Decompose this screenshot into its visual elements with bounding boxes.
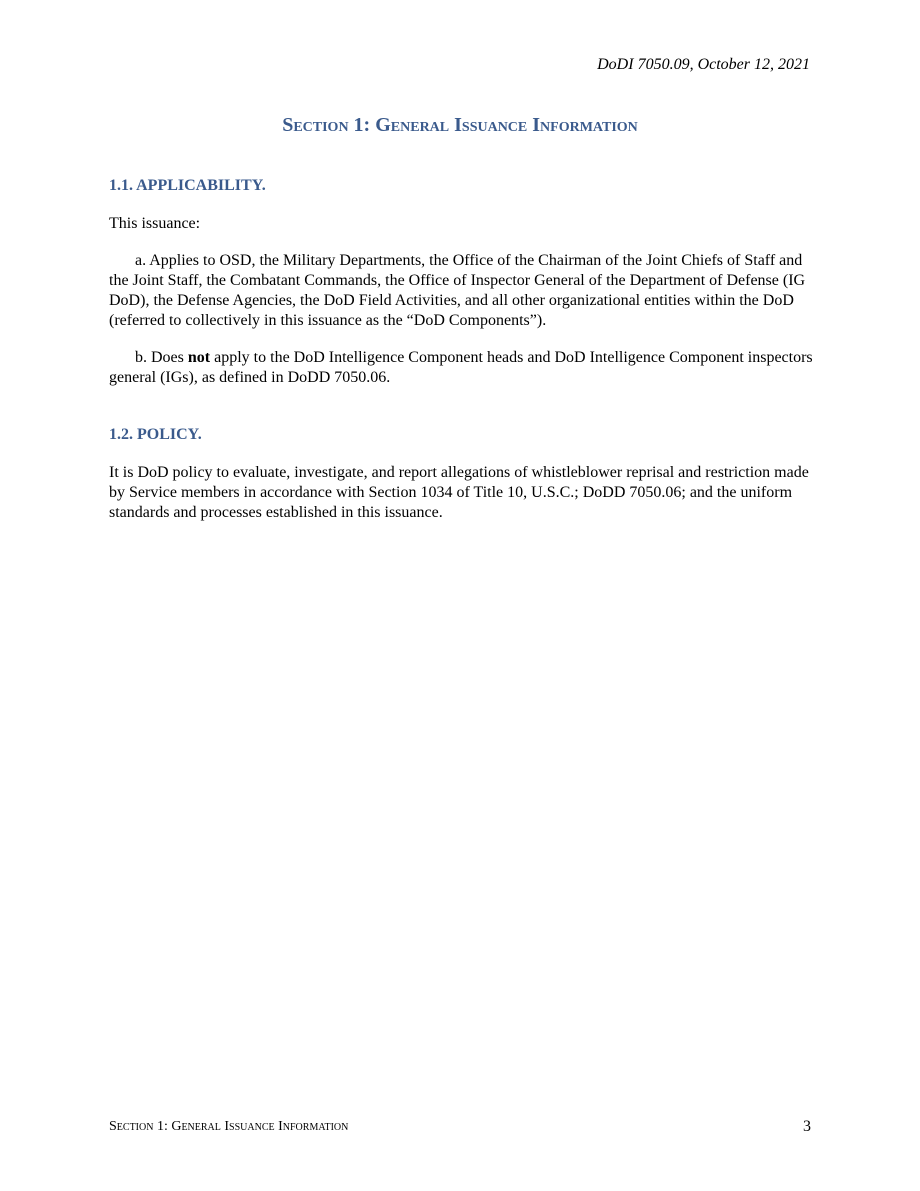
applicability-intro: This issuance: [109,215,201,232]
applicability-item-a: a. Applies to OSD, the Military Departments, the Office of the Chairman of the Joint Chiefs of Staff and the Joint Staff, the Combatant Commands, the Office of Inspector General of the Department of Defense (IG DoD), the Defense Agencies, the DoD Field Activities, and all other organizational entities within the DoD (referred to collectively in this issuance as the “DoD Components”). [109,252,806,329]
footer-section-label: Section 1: General Issuance Information [109,1119,349,1134]
item-b-suffix: apply to the DoD Intelligence Component heads and DoD Intelligence Component inspectors general (IGs), as defined in DoDD 7050.06. [109,349,813,386]
document-body [109,176,814,523]
item-b-emphasis: not [187,349,211,366]
applicability-item-b [109,348,814,388]
applicability-heading: 1.1. APPLICABILITY. [109,177,266,194]
policy-heading: 1.2. POLICY. [109,426,202,443]
document-reference: DoDI 7050.09, October 12, 2021 [597,56,810,73]
policy-body: It is DoD policy to evaluate, investigate, and report allegations of whistleblower reprisal and restriction made by Service members in accordance with Section 1034 of Title 10, U.S.C.; DoDD 7050.06; and the uniform standards and processes established in this issuance. [109,464,809,521]
item-b-prefix: b. Does [135,349,188,366]
page-number: 3 [803,1118,811,1135]
section-title: Section 1: General Issuance Information [282,114,638,136]
